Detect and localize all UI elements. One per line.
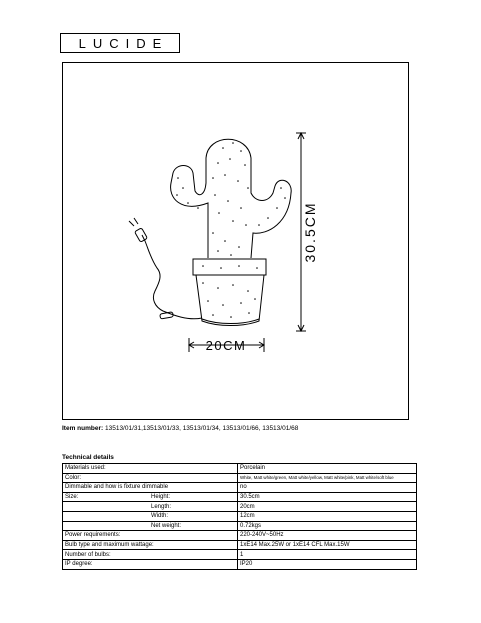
spec-value: White, Matt white/green, Matt white/yellow, Matt white/pink, Matt white/soft blue <box>238 473 417 483</box>
spec-row <box>63 483 417 493</box>
spec-value: 1 <box>238 550 417 560</box>
height-dimension-label: 30.5CM <box>302 201 318 263</box>
spec-row <box>63 502 417 512</box>
item-number-label: Item number: <box>62 425 104 432</box>
spec-row <box>63 531 417 541</box>
spec-value: 0.72kgs <box>238 521 417 531</box>
spec-label-cell: Number of bulbs: <box>63 550 238 560</box>
spec-row <box>63 473 417 483</box>
spec-row <box>63 521 417 531</box>
spec-value: IP20 <box>238 559 417 569</box>
spec-row <box>63 492 417 502</box>
item-number-line <box>62 425 298 432</box>
spec-sublabel: Height: <box>151 494 171 501</box>
spec-row <box>63 540 417 550</box>
spec-row <box>63 464 417 474</box>
technical-details-table <box>62 463 417 570</box>
item-number-values: 13513/01/31,13513/01/33, 13513/01/34, 13513/01/66, 13513/01/68 <box>104 425 299 432</box>
spec-sublabel: Length: <box>151 503 172 510</box>
cactus-lamp-drawing <box>63 63 410 421</box>
spec-value: Porcelain <box>238 464 417 474</box>
spec-label-cell: Materials used: <box>63 464 238 474</box>
technical-details-title: Technical details <box>62 454 114 461</box>
spec-label-cell: Power requirements: <box>63 531 238 541</box>
spec-value: 1xE14 Max.25W or 1xE14 CFL Max.15W <box>238 540 417 550</box>
spec-label-cell: Bulb type and maximum wattage: <box>63 540 238 550</box>
product-drawing-frame <box>62 62 409 420</box>
width-dimension-label: 20CM <box>205 338 247 353</box>
spec-label-cell <box>63 521 238 531</box>
spec-value: 12cm <box>238 511 417 521</box>
spec-label: Size: <box>65 494 79 501</box>
spec-sublabel: Net weight: <box>151 522 182 529</box>
spec-value: no <box>238 483 417 493</box>
spec-label-cell: IP degree: <box>63 559 238 569</box>
logo-text: LUCIDE <box>78 35 169 51</box>
spec-label-cell <box>63 511 238 521</box>
spec-value: 20cm <box>238 502 417 512</box>
spec-row <box>63 559 417 569</box>
spec-value: 30.5cm <box>238 492 417 502</box>
spec-label-cell <box>63 502 238 512</box>
spec-row <box>63 550 417 560</box>
spec-sublabel: Width: <box>151 513 169 520</box>
brand-logo <box>60 33 180 53</box>
spec-label-cell: Color: <box>63 473 238 483</box>
spec-label-cell: Dimmable and how is fixture dimmable <box>63 483 238 493</box>
spec-row <box>63 511 417 521</box>
spec-value: 220-240V~50Hz <box>238 531 417 541</box>
spec-label-cell <box>63 492 238 502</box>
